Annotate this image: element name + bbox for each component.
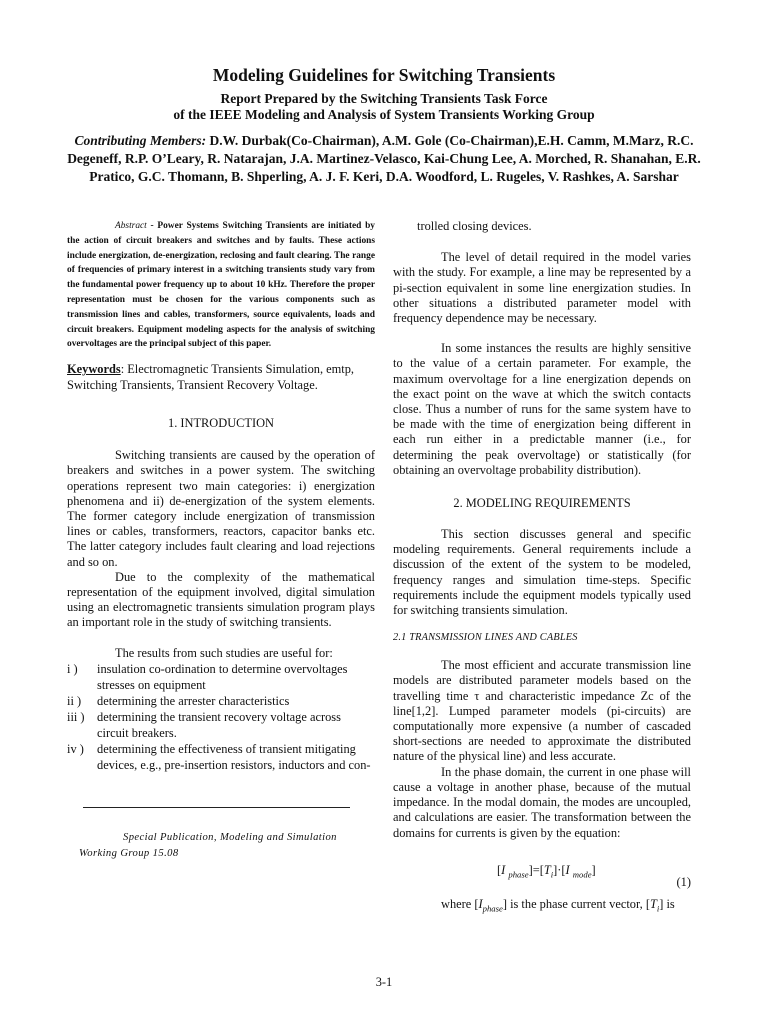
list-item: i ) insulation co-ordination to determine overvoltages stresses on equipment <box>67 661 348 692</box>
list-item: iii ) determining the transient recovery voltage across circuit breakers. <box>67 709 341 740</box>
section-2-heading: 2. MODELING REQUIREMENTS <box>453 496 631 511</box>
abstract-text: - Power Systems Switching Transients are initiated by the action of circuit breakers and switches and by faults. These actions include energization, de-energization, reclosing and fault clearing. The range of frequencies of primary interest in a switching transients study vary from the fundamental power frequency up to about 10 kHz. Therefore the proper representation must be chosen for the various components such as transmission lines and cables, transformers, source equivalents, loads and circuit breakers. Equipment modeling aspects for the analysis of switching overvoltages are the principal subject of this paper. <box>67 221 375 350</box>
equation-1 <box>393 859 691 891</box>
members-label: Contributing Members: <box>74 133 207 148</box>
detail-paragraph: The level of detail required in the model varies with the study. For example, a line may be represented by a pi-section equivalent in some line energization studies. In other situations a distributed parameter model with frequency dependence may be necessary. <box>393 250 691 326</box>
page-number: 3-1 <box>375 975 393 989</box>
intro-paragraph-1: Switching transients are caused by the operation of breakers and switches in a power system. The switching operations represent two main categories: i) energization phenomena and ii) de-energization of the system elements. The former category include energization of transmission lines or cables, transformers, reactors, capacitor banks etc. The latter category includes fault clearing and load rejections and so on. <box>67 448 375 569</box>
intro-heading: 1. INTRODUCTION <box>168 416 274 431</box>
keywords <box>67 362 375 393</box>
list-item: iv ) determining the effectiveness of transient mitigating devices, e.g., pre-insertion resistors, inductors and con- <box>67 741 371 772</box>
section-2-1-heading: 2.1 TRANSMISSION LINES AND CABLES <box>393 632 578 644</box>
sensitivity-paragraph: In some instances the results are highly sensitive to the value of a certain parameter. For example, the maximum overvoltage for a line energization depends on the exact point on the wave at which the switch contacts close. Thus a number of runs for the same system have to be made with the time of energization being different in each run either in a predictable manner (i.e., for determining the peak overvoltage) or statistically (for obtaining an overvoltage probability distribution). <box>393 341 691 477</box>
report-subtitle: Report Prepared by the Switching Transients Task Force <box>220 91 548 106</box>
members-list: D.W. Durbak(Co-Chairman), A.M. Gole (Co-Chairman),E.H. Camm, M.Marz, R.C. Degeneff, R.P. O’Leary, R. Natarajan, J.A. Martinez-Velasco, Kai-Chung Lee, A. Morched, R. Shanahan, E.R. Pratico, G.C. Thomann, B. Shperling, A. J. F. Keri, D.A. Woodford, L. Rugeles, V. Rashkes, A. Sarshar <box>67 133 701 184</box>
paper-header <box>0 64 768 186</box>
after-equation-text: where $[I_{phase}]$ is the phase current vector, $[T_i]$ is <box>441 896 675 914</box>
keywords-label: Keywords <box>67 362 121 377</box>
publication-note: Special Publication, Modeling and Simulation <box>123 831 337 843</box>
working-group-note: Working Group 15.08 <box>79 848 179 860</box>
section-2-1-paragraph-2: In the phase domain, the current in one phase will cause a voltage in another phase, because of the mutual impedance. In the modal domain, the modes are uncoupled, and calculations are easier. The transformation between the domains for currents is given by the equation: <box>393 764 691 840</box>
list-item: ii ) determining the arrester characteristics <box>67 693 290 708</box>
keywords-text: : Electromagnetic Transients Simulation, emtp, Switching Transients, Transient Recovery Voltage. <box>67 362 355 392</box>
uses-list <box>67 661 375 773</box>
abstract <box>67 219 375 352</box>
contributing-members <box>64 132 704 186</box>
right-column <box>393 219 691 916</box>
section-2-1-paragraph-1: The most efficient and accurate transmission line models are distributed parameter models based on the travelling time τ and characteristic impedance Zc of the line[1,2]. Lumped parameter models (pi-circuits) are computationally more expensive (a number of cascaded short-sections are needed to approximate the distributed nature of the physical line) and less accurate. <box>393 658 691 764</box>
section-2-paragraph: This section discusses general and specific modeling requirements. General requirements include a discussion of the extent of the system to be modeled, frequency ranges and simulation time-steps. Specific requirements include the equipment models typically used for switching transients simulation. <box>393 527 691 618</box>
equation-number: (1) <box>676 874 691 889</box>
working-group-subtitle: of the IEEE Modeling and Analysis of System Transients Working Group <box>173 107 595 122</box>
continued-text: trolled closing devices. <box>417 219 532 233</box>
paper-title: Modeling Guidelines for Switching Transients <box>212 65 556 85</box>
intro-paragraph-2: Due to the complexity of the mathematical representation of the equipment involved, digital simulation using an electromagnetic transients simulation program plays an important role in the study of switching transients. <box>67 569 375 630</box>
footnote-rule <box>83 807 350 808</box>
equation-expression: [I $_{phase}]=[T_i]\cdot[I$ $_{mode}$] <box>497 862 596 880</box>
abstract-label: Abstract <box>115 221 147 231</box>
intro-paragraph-3: The results from such studies are useful for: <box>115 645 333 660</box>
left-column <box>67 219 375 863</box>
